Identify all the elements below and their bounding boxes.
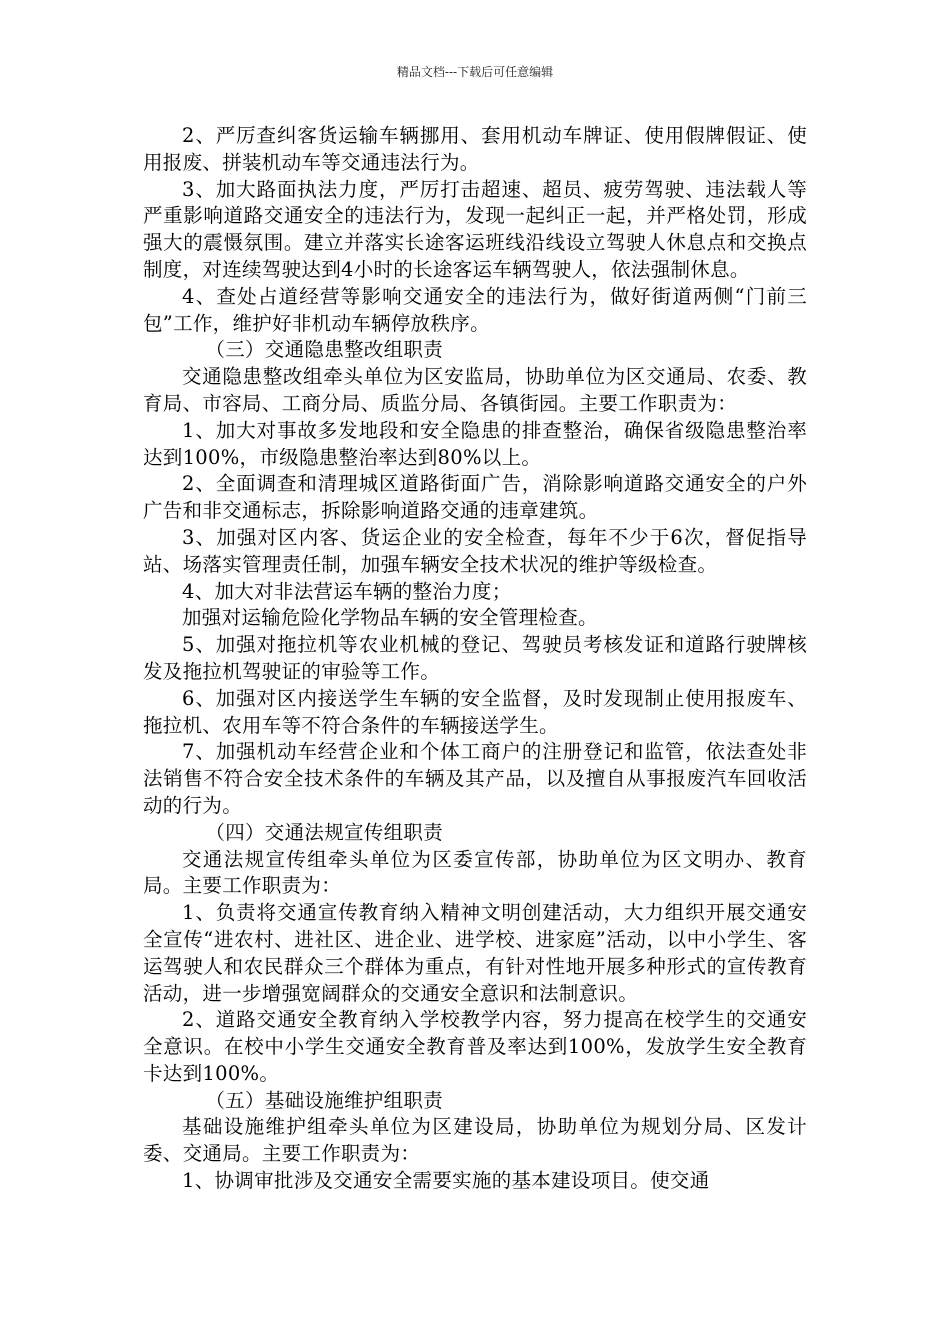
paragraph: 7、加强机动车经营企业和个体工商户的注册登记和监管，依法查处非法销售不符合安全技术条件的车辆及其产品，以及擅自从事报废汽车回收活动的行为。 — [143, 740, 807, 817]
section-heading: （三）交通隐患整改组职责 — [205, 338, 443, 362]
paragraph: 4、加大对非法营运车辆的整治力度； — [182, 579, 512, 603]
paragraph: 1、协调审批涉及交通安全需要实施的基本建设项目。使交通 — [182, 1169, 710, 1193]
paragraph: 2、道路交通安全教育纳入学校教学内容，努力提高在校学生的交通安全意识。在校中小学生交通安全教育普及率达到100%，发放学生安全教育卡达到100%。 — [143, 1008, 807, 1085]
paragraph: 1、负责将交通宣传教育纳入精神文明创建活动，大力组织开展交通安全宣传“进农村、进社区、进企业、进学校、进家庭”活动，以中小学生、客运驾驶人和农民群众三个群体为重点，有针对性地开展多种形式的宣传教育活动，进一步增强宽阔群众的交通安全意识和法制意识。 — [143, 901, 807, 1005]
paragraph: 基础设施维护组牵头单位为区建设局，协助单位为规划分局、区发计委、交通局。主要工作职责为： — [143, 1115, 807, 1166]
page-header: 精品文档---下载后可任意编辑 — [396, 65, 554, 79]
section-heading: （四）交通法规宣传组职责 — [205, 820, 443, 844]
section-heading: （五）基础设施维护组职责 — [205, 1088, 443, 1112]
paragraph: 交通隐患整改组牵头单位为区安监局，协助单位为区交通局、农委、教育局、市容局、工商分局、质监分局、各镇街园。主要工作职责为： — [143, 365, 807, 415]
document-body — [143, 123, 807, 1195]
paragraph: 1、加大对事故多发地段和安全隐患的排查整治，确保省级隐患整治率达到100%，市级隐患整治率达到80%以上。 — [143, 418, 807, 469]
paragraph: 2、严厉查纠客货运输车辆挪用、套用机动车牌证、使用假牌假证、使用报废、拼装机动车等交通违法行为。 — [143, 124, 807, 174]
paragraph: 加强对运输危险化学物品车辆的安全管理检查。 — [182, 606, 598, 630]
paragraph: 5、加强对拖拉机等农业机械的登记、驾驶员考核发证和道路行驶牌核发及拖拉机驾驶证的审验等工作。 — [143, 633, 807, 683]
paragraph: 4、查处占道经营等影响交通安全的违法行为，做好街道两侧“门前三包”工作，维护好非机动车辆停放秩序。 — [143, 284, 807, 335]
paragraph: 交通法规宣传组牵头单位为区委宣传部，协助单位为区文明办、教育局。主要工作职责为： — [143, 847, 807, 898]
paragraph: 3、加大路面执法力度，严厉打击超速、超员、疲劳驾驶、违法载人等严重影响道路交通安全的违法行为，发现一起纠正一起，并严格处罚，形成强大的震慑氛围。建立并落实长途客运班线沿线设立驾驶人休息点和交换点制度，对连续驾驶达到4小时的长途客运车辆驾驶人，依法强制休息。 — [143, 177, 807, 281]
paragraph: 3、加强对区内客、货运企业的安全检查，每年不少于6次，督促指导站、场落实管理责任制，加强车辆安全技术状况的维护等级检查。 — [143, 525, 807, 576]
paragraph: 2、全面调查和清理城区道路街面广告，消除影响道路交通安全的户外广告和非交通标志，拆除影响道路交通的违章建筑。 — [143, 472, 807, 523]
paragraph: 6、加强对区内接送学生车辆的安全监督，及时发现制止使用报废车、拖拉机、农用车等不符合条件的车辆接送学生。 — [143, 686, 807, 737]
